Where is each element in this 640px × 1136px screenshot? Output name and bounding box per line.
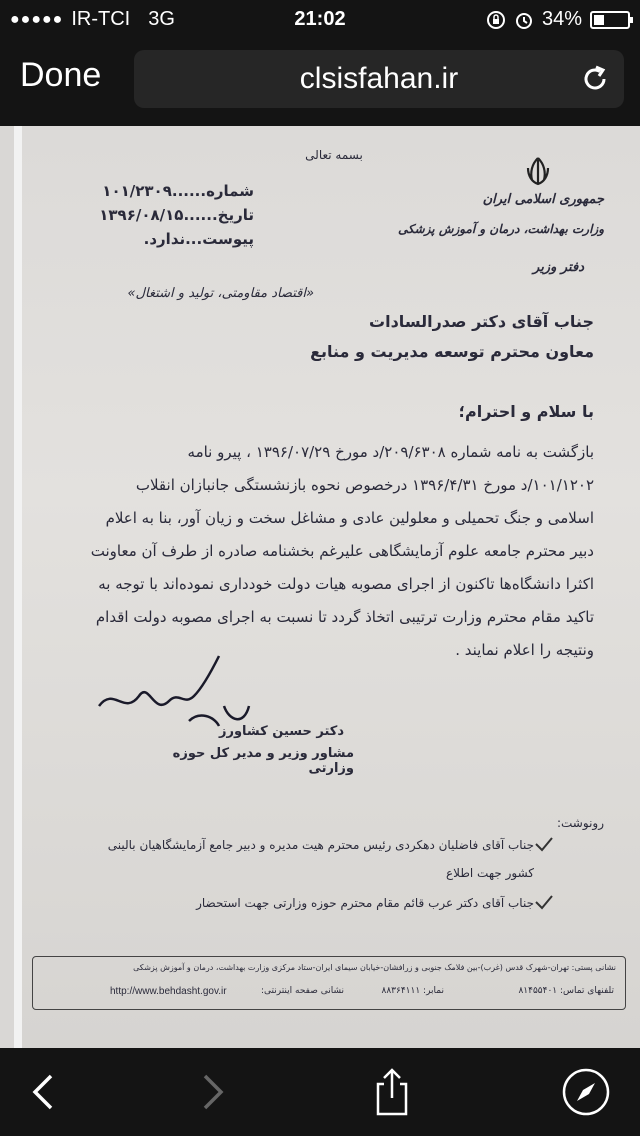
slogan: «اقتصاد مقاومتی، تولید و اشتغال» [127,286,314,301]
back-button[interactable] [18,1066,70,1118]
body-line: اسلامی و جنگ تحمیلی و معلولین عادی و مشاغل سخت و زیان آور، بنا به اعلام [105,509,594,527]
forward-arrow-icon [197,1072,227,1112]
letter-date: تاریخ......۱۳۹۶/۰۸/۱۵ [99,206,254,224]
share-icon [372,1066,412,1118]
browser-nav-bar [0,40,640,126]
back-arrow-icon [29,1072,59,1112]
ministry-line-3: دفتر وزیر [533,260,584,275]
compass-icon [561,1067,611,1117]
forward-button[interactable] [186,1066,238,1118]
scanned-letter [14,126,640,1048]
body-line: اکثرا دانشگاه‌ها تاکنون از اجرای مصوبه هیات دولت خودداری نموده‌اند با توجه به [98,575,594,593]
network-type: 3G [148,8,175,30]
alarm-icon [514,10,534,30]
body-line: ونتیجه را اعلام نمایند . [455,641,594,659]
footer-phone: تلفنهای تماس: ۸۱۴۵۵۴۰۱ [518,986,614,996]
bismillah: بسمه تعالی [305,148,363,162]
ministry-line-1: جمهوری اسلامی ایران [482,192,604,207]
signer-name: دکتر حسین کشاورز [219,724,344,739]
rotation-lock-icon [486,10,506,30]
web-content[interactable] [0,126,640,1048]
footer-website: http://www.behdasht.gov.ir [110,986,227,997]
cc-line: جناب آقای دکتر عرب قائم مقام محترم حوزه وزارتی جهت استحضار [196,896,534,910]
footer-address: نشانی پستی: تهران-شهرک قدس (غرب)-بین فلامک جنوبی و زرافشان-خیابان سیمای ایران-ستاد مرکزی وزارت بهداشت، درمان و آموزش پزشکی [133,963,616,972]
ministry-line-2: وزارت بهداشت، درمان و آموزش پزشکی [398,222,604,236]
body-line: دبیر محترم جامعه علوم آزمایشگاهی علیرغم بخشنامه صادره از طرف آن معاونت [90,542,594,560]
greeting: با سلام و احترام؛ [458,402,594,421]
signer-title: مشاور وزیر و مدیر کل حوزه وزارتی [172,746,354,776]
share-button[interactable] [366,1066,418,1118]
iran-emblem-icon [520,154,556,190]
cc-line: جناب آقای فاضلیان دهکردی رئیس محترم هیت مدیره و دبیر جامع آزمایشگاهیان بالینی [107,838,534,852]
body-line: تاکید مقام محترم وزارت ترتیبی اتخاذ گردد تا نسبت به اجرای مصوبه دولت اقدام [95,608,594,626]
battery-icon [590,11,630,29]
address-bar[interactable] [134,50,624,108]
safari-button[interactable] [560,1066,612,1118]
signal-dots-icon: ●●●●● [10,10,64,28]
body-paragraph [64,436,594,667]
cc-line: کشور جهت اطلاع [446,866,534,880]
checkmark-icon [534,836,554,852]
letter-attachment: پیوست...ندارد. [143,230,254,248]
checkmark-icon [534,894,554,910]
footer-fax: نمابر: ۸۸۳۶۴۱۱۱ [381,986,444,996]
footer-web-label: نشانی صفحه اینترنتی: [261,986,344,996]
letter-number: شماره......۱۰۱/۲۳۰۹ [102,182,254,200]
body-line: ۱۰۱/۱۲۰۲/د مورخ ۱۳۹۶/۴/۳۱ درخصوص نحوه بازنشستگی جانبازان انقلاب [135,476,594,494]
url-text: clsisfahan.ir [299,62,459,95]
recipient-title: معاون محترم توسعه مدیریت و منابع [310,342,594,361]
recipient-name: جناب آقای دکتر صدرالسادات [369,312,594,331]
signature-scribble [94,646,274,736]
cc-label: رونوشت: [556,816,604,830]
carrier-name: IR-TCI [71,8,131,30]
reload-icon[interactable] [578,62,612,96]
status-bar [0,0,640,40]
browser-toolbar [0,1048,640,1136]
battery-percent: 34% [541,8,582,30]
clock: 21:02 [294,8,346,30]
done-button[interactable]: Done [20,56,102,94]
body-line: بازگشت به نامه شماره ۲۰۹/۶۳۰۸/د مورخ ۱۳۹۶/۰۷/۲۹ ، پیرو نامه [187,443,594,461]
